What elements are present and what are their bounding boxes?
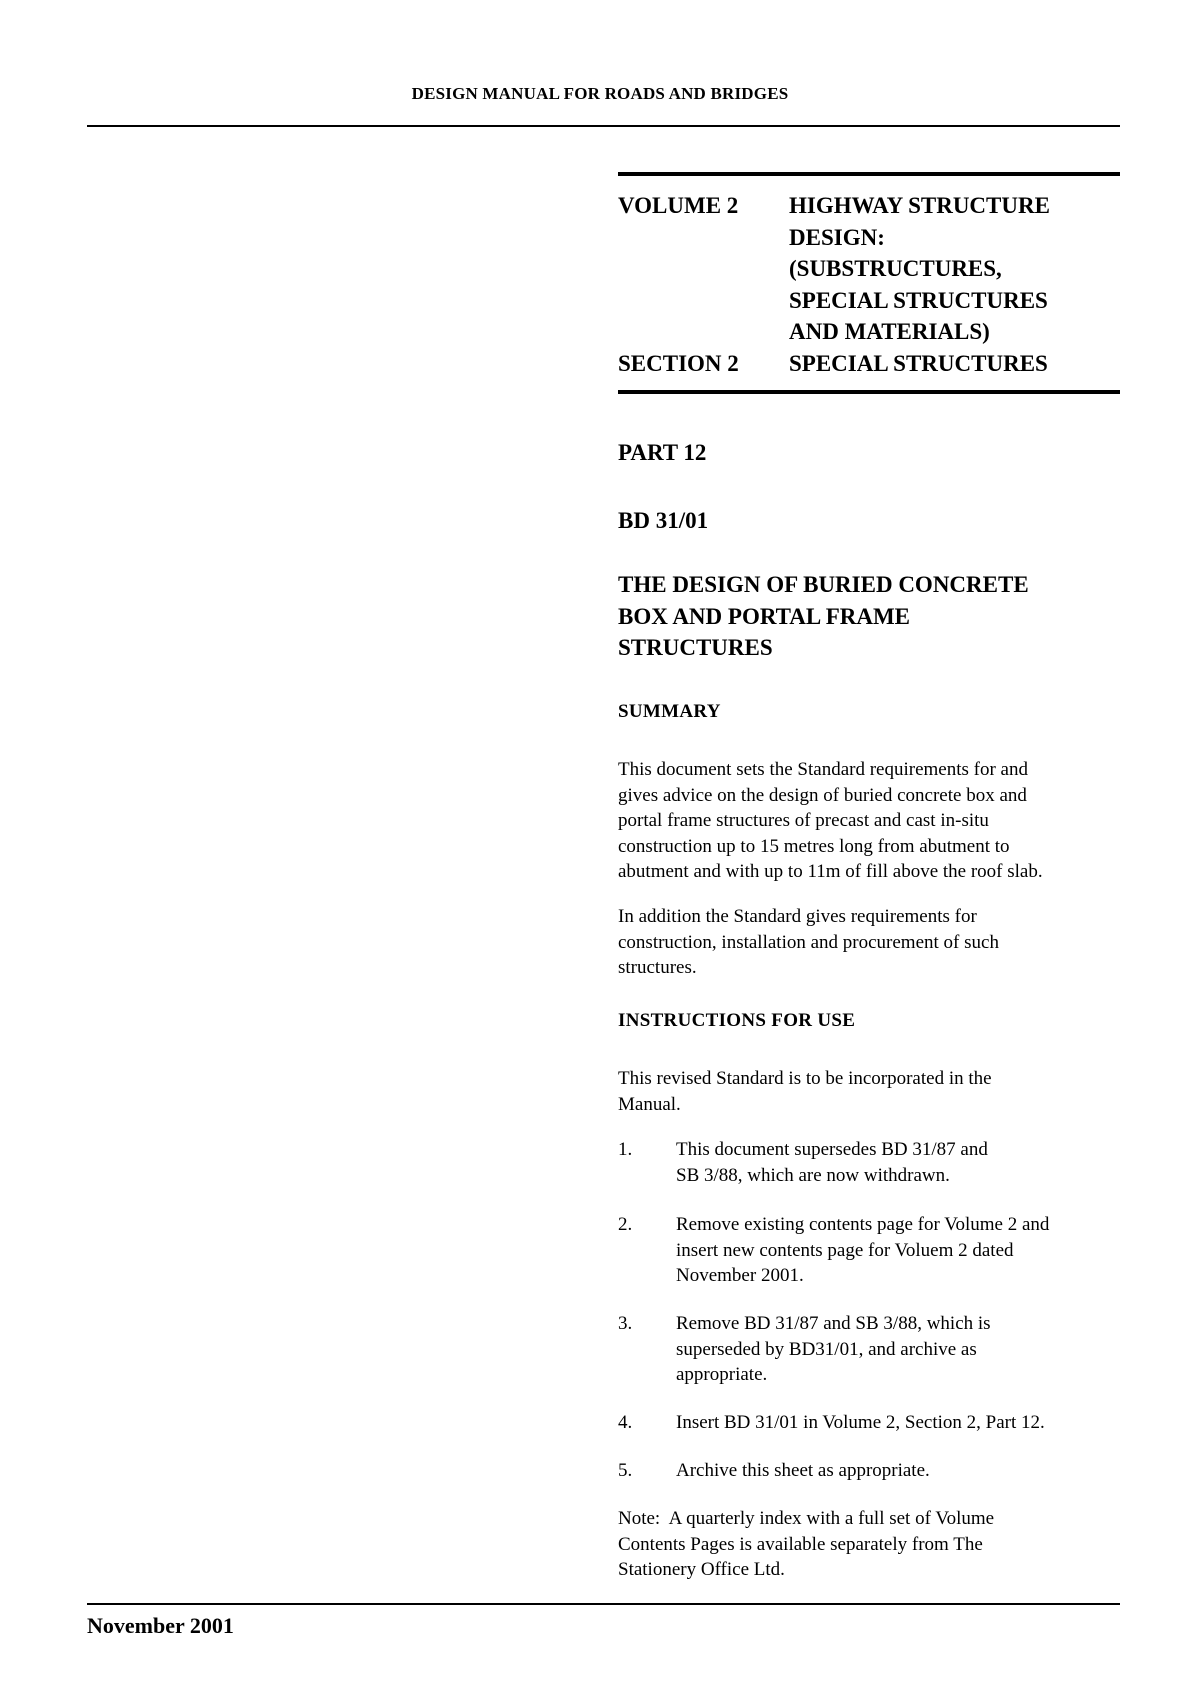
text-line: Archive this sheet as appropriate. [676,1460,930,1481]
text-line: Insert BD 31/01 in Volume 2, Section 2, Part 12. [676,1412,1045,1433]
volume-title-line: SPECIAL STRUCTURES [789,287,1048,313]
text-line: This revised Standard is to be incorporated in the [618,1068,992,1089]
list-number: 4. [618,1412,633,1433]
list-item [618,1137,1128,1188]
text-line: gives advice on the design of buried concrete box and [618,784,1027,806]
text-line: November 2001. [676,1265,804,1286]
text-line: structures. [618,957,697,978]
instructions-intro [618,1066,1128,1117]
text-line: Stationery Office Ltd. [618,1559,785,1580]
section-title: SPECIAL STRUCTURES [789,350,1048,376]
text-line: Note: A quarterly index with a full set of Volume [618,1508,995,1529]
document-number: BD 31/01 [618,508,709,533]
volume-block-top-rule [618,172,1120,176]
list-item [618,1410,1128,1436]
volume-block-bottom-rule [618,390,1120,394]
volume-label: VOLUME 2 [618,193,739,218]
header-rule [87,125,1120,127]
text-line: Manual. [618,1093,681,1115]
part-number: PART 12 [618,440,707,465]
volume-title-line: DESIGN: [789,224,885,250]
text-line: This document supersedes BD 31/87 and [676,1139,988,1160]
footer-rule [87,1603,1120,1605]
text-line: Contents Pages is available separately from The [618,1533,983,1555]
summary-heading: SUMMARY [618,701,721,722]
text-line: superseded by BD31/01, and archive as [676,1338,977,1360]
document-title-line: BOX AND PORTAL FRAME [618,603,911,629]
text-line: construction up to 15 metres long from abutment to [618,835,1010,857]
text-line: SB 3/88, which are now withdrawn. [676,1164,950,1186]
list-item [618,1458,1128,1484]
footer-date: November 2001 [87,1613,234,1638]
document-title-line: THE DESIGN OF BURIED CONCRETE [618,572,1029,597]
volume-title [789,190,1120,348]
list-item [618,1212,1128,1289]
text-line: Remove BD 31/87 and SB 3/88, which is [676,1313,991,1334]
text-line: portal frame structures of precast and cast in-situ [618,810,989,831]
instructions-heading: INSTRUCTIONS FOR USE [618,1010,856,1031]
volume-block [618,190,1120,379]
list-text [676,1311,1128,1388]
volume-title-line: HIGHWAY STRUCTURE [789,193,1050,218]
list-text [676,1212,1128,1289]
list-number: 1. [618,1139,633,1160]
document-title [618,569,1120,664]
text-line: abutment and with up to 11m of fill above the roof slab. [618,861,1043,882]
volume-row [618,190,1120,348]
list-number: 3. [618,1313,633,1334]
list-number: 5. [618,1460,633,1481]
summary-paragraph [618,757,1128,885]
document-title-line: STRUCTURES [618,635,773,660]
list-number: 2. [618,1214,633,1235]
list-text [676,1137,1128,1188]
text-line: Remove existing contents page for Volume 2 and [676,1214,1050,1235]
text-line: construction, installation and procurement of such [618,931,999,953]
list-text [676,1458,1128,1484]
section-row [618,348,1120,380]
section-label: SECTION 2 [618,350,739,376]
text-line: appropriate. [676,1364,768,1385]
running-header: DESIGN MANUAL FOR ROADS AND BRIDGES [411,84,789,103]
summary-paragraph-2 [618,904,1128,981]
text-line: In addition the Standard gives requirements for [618,906,977,927]
volume-title-line: (SUBSTRUCTURES, [789,256,1002,281]
text-line: insert new contents page for Voluem 2 dated [676,1239,1014,1261]
volume-title-line: AND MATERIALS) [789,319,990,344]
list-item [618,1311,1128,1388]
note-paragraph [618,1506,1128,1583]
text-line: This document sets the Standard requirements for and [618,759,1028,780]
list-text [676,1410,1128,1436]
